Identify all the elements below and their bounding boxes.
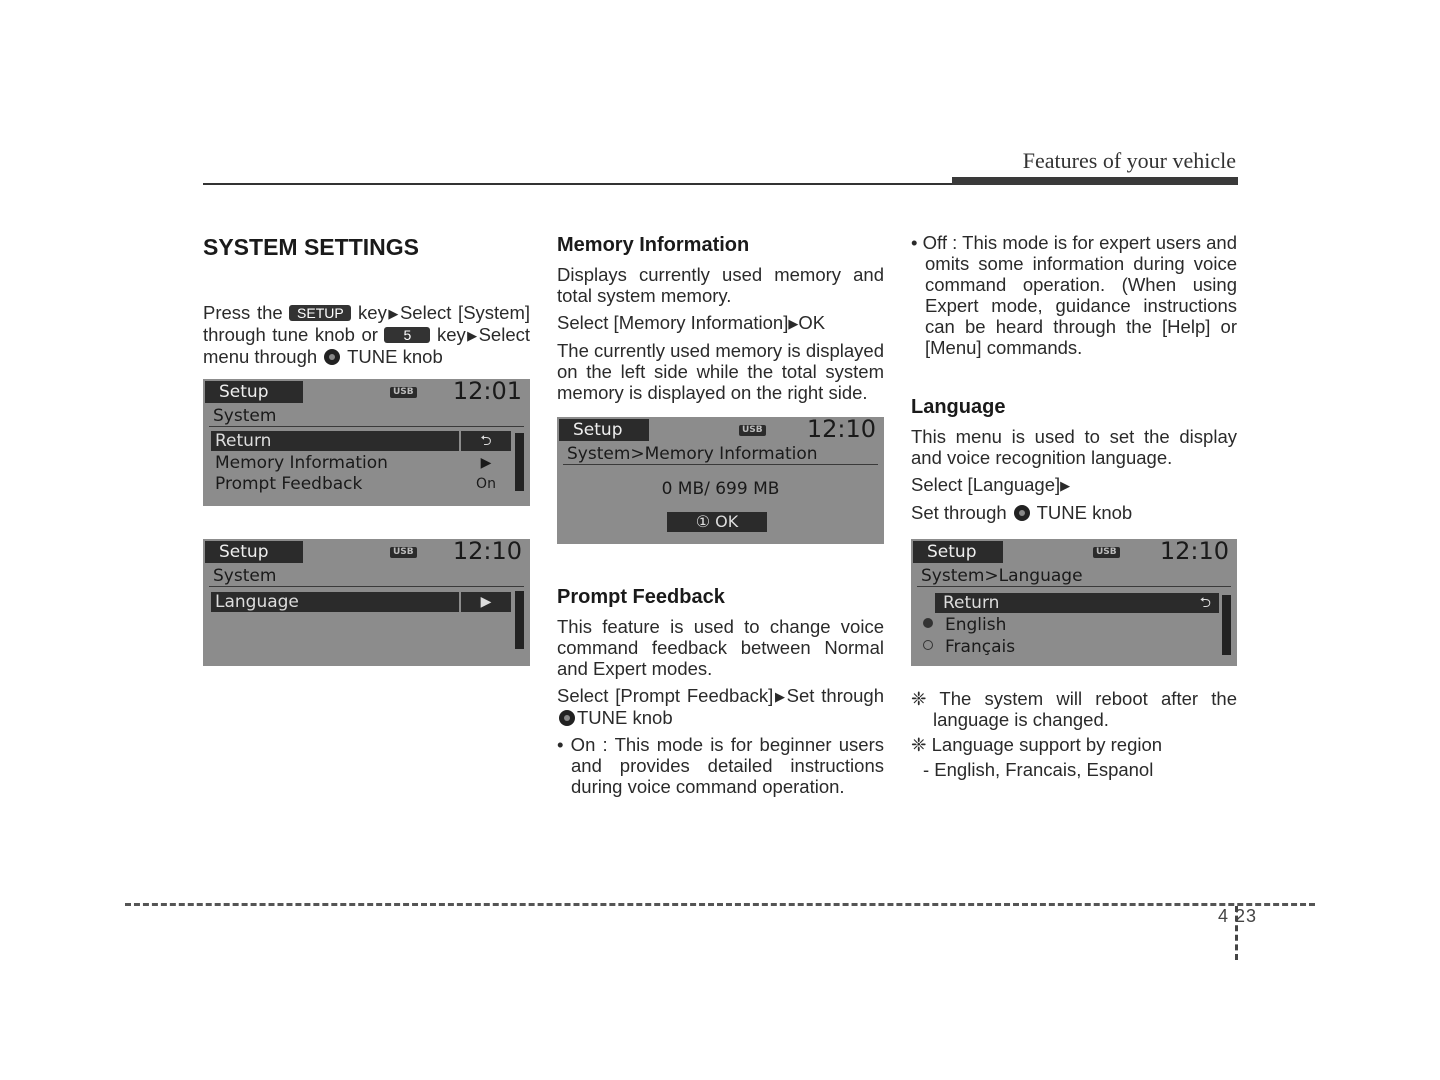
usb-icon: USB	[390, 387, 417, 398]
language-paragraph-1: This menu is used to set the display and voice recognition language.	[911, 426, 1237, 468]
prompt-feedback-paragraph-2: Select [Prompt Feedback]▶Set through TUNE knob	[557, 685, 885, 728]
usb-icon: USB	[1093, 547, 1120, 558]
memory-paragraph-1: Displays currently used memory and total system memory.	[557, 264, 884, 306]
screen-clock: 12:10	[452, 539, 522, 565]
memory-paragraph-3: The currently used memory is displayed on the left side while the total system memory is displayed on the right side.	[557, 340, 884, 403]
display-screen-language	[911, 539, 1237, 666]
memory-information-heading: Memory Information	[557, 234, 750, 256]
arrow-right-icon: ▶	[1060, 478, 1071, 493]
radio-unselected-icon	[923, 640, 933, 650]
language-paragraph-2: Select [Language]▶	[911, 474, 1071, 495]
scrollbar[interactable]	[515, 591, 524, 649]
page-number: 4 23	[1218, 906, 1258, 926]
scrollbar[interactable]	[515, 433, 524, 491]
menu-item-prompt-feedback[interactable]: Prompt Feedback	[215, 474, 363, 494]
arrow-right-icon: ▶	[465, 328, 479, 343]
screen-divider	[209, 586, 524, 587]
running-header-title: Features of your vehicle	[1022, 148, 1236, 173]
tune-knob-icon	[559, 710, 575, 726]
language-heading: Language	[911, 396, 1006, 418]
screen-title: Setup	[559, 419, 649, 441]
return-icon: ⮌	[461, 431, 511, 451]
prompt-feedback-paragraph-1: This feature is used to change voice command feedback between Normal and Expert modes.	[557, 616, 884, 679]
arrow-right-icon: ▶	[480, 455, 492, 471]
display-screen-language-menu	[203, 539, 530, 666]
section-heading: SYSTEM SETTINGS	[203, 234, 419, 260]
scrollbar[interactable]	[1222, 595, 1231, 655]
display-screen-memory-information	[557, 417, 884, 544]
screen-subtitle: System	[213, 566, 277, 586]
screen-title: Setup	[913, 541, 1003, 563]
screen-divider	[209, 426, 524, 427]
intro-paragraph: Press the SETUP key▶Select [System] through tune knob or 5 key▶Select menu through TUNE knob	[203, 302, 531, 367]
tune-knob-icon	[1014, 505, 1030, 521]
column-right	[911, 232, 1237, 786]
column-middle	[557, 232, 884, 803]
setup-key-icon: SETUP	[289, 305, 351, 321]
prompt-feedback-on-bullet: • On : This mode is for beginner users and provides detailed instructions during voice command operation.	[557, 734, 884, 797]
arrow-right-icon: ▶	[788, 316, 799, 331]
screen-subtitle: System>Memory Information	[567, 444, 818, 464]
screen-clock: 12:01	[452, 379, 522, 405]
display-screen-system	[203, 379, 530, 506]
language-option-english[interactable]: English	[919, 615, 1167, 635]
prompt-feedback-off-bullet: • Off : This mode is for expert users and omits some information during voice command operation. (When using Expert mode, guidance instructions can be heard through the [Help] or [Menu] commands.	[911, 232, 1237, 358]
return-icon: ⮌	[1199, 595, 1211, 611]
screen-title: Setup	[205, 381, 303, 403]
menu-item-memory-information[interactable]: Memory Information	[215, 453, 388, 473]
usb-icon: USB	[390, 547, 417, 558]
screen-divider	[563, 464, 878, 465]
screen-divider	[917, 586, 1231, 587]
prompt-feedback-value: On	[476, 476, 496, 492]
menu-item-return[interactable]: Return ⮌	[935, 593, 1219, 613]
screen-clock: 12:10	[1159, 539, 1229, 565]
prompt-feedback-heading: Prompt Feedback	[557, 586, 725, 608]
menu-item-return[interactable]: Return	[211, 431, 459, 451]
arrow-right-icon: ▶	[773, 689, 787, 704]
footer-dashed-rule	[125, 903, 1315, 906]
note-language-list: - English, Francais, Espanol	[923, 759, 1154, 780]
key-5-icon: 5	[384, 327, 430, 343]
header-accent-bar	[952, 177, 1238, 185]
ok-button[interactable]: ① OK	[667, 512, 767, 532]
arrow-right-icon: ▶	[461, 592, 511, 612]
screen-clock: 12:10	[806, 417, 876, 443]
language-option-francais[interactable]: Français	[919, 637, 1167, 657]
radio-selected-icon	[923, 618, 933, 628]
usb-icon: USB	[739, 425, 766, 436]
language-paragraph-3: Set through TUNE knob	[911, 502, 1133, 523]
memory-usage-value: 0 MB/ 699 MB	[661, 479, 780, 499]
screen-title: Setup	[205, 541, 303, 563]
tune-knob-icon	[324, 349, 340, 365]
menu-item-language[interactable]: Language	[211, 592, 459, 612]
arrow-right-icon: ▶	[386, 306, 400, 321]
screen-subtitle: System	[213, 406, 277, 426]
note-reboot: ❈ The system will reboot after the language is changed.	[911, 688, 1237, 730]
screen-subtitle: System>Language	[921, 566, 1083, 586]
note-language-support: ❈ Language support by region	[911, 734, 1163, 755]
column-left	[203, 232, 530, 666]
memory-paragraph-2: Select [Memory Information]▶OK	[557, 312, 826, 333]
